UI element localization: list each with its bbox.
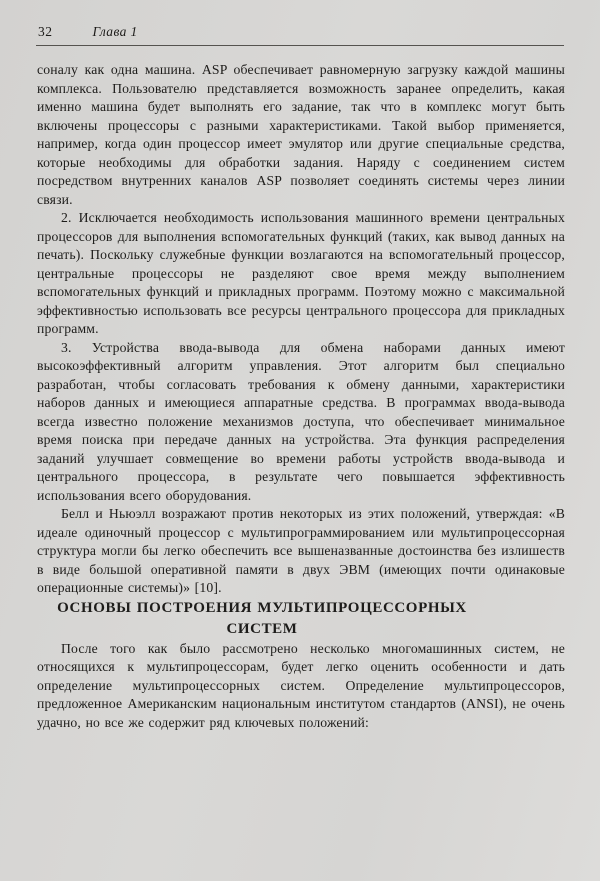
chapter-running-title: Глава 1 <box>92 24 138 39</box>
page-number: 32 <box>38 24 53 39</box>
running-header <box>0 0 600 40</box>
paragraph: 2. Исключается необходимость использования машинного времени центральных процессоров для выполнения вспомогательных функций (таких, как вывод данных на печать). Поскольку служебные функции возлагаются на вспомогательный процессор, центральные процессоры не разделяют свое время между выполнением вспомогательных функций и прикладных программ. Поэтому можно с максимальной эффективностью использовать все ресурсы центрального процессора для прикладных программ. <box>37 210 565 336</box>
paragraph: соналу как одна машина. ASP обеспечивает равномерную загрузку каждой машины комплекса. Пользователю представляется возможность заранее определить, какая именно машина будет выполнять его задание, так что в комплекс могут быть включены процессоры с разными характеристиками. Такой выбор применяется, например, когда один процессор имеет эмулятор или другие специальные средства, которые необходимы для обработки задания. Наряду с соединением систем посредством внутренних каналов ASP позволяет соединять системы через линии связи. <box>37 62 565 207</box>
page-text-block <box>0 46 600 732</box>
paragraph: После того как было рассмотрено несколько многомашинных систем, не относящихся к мультипроцессорам, будет легко оценить особенности и дать определение мультипроцессорных систем. Определение мультипроцессоров, предложенное Американским национальным институтом стандартов (ANSI), не очень удачно, но все же содержит ряд ключевых положений: <box>37 640 565 730</box>
paragraph: Белл и Ньюэлл возражают против некоторых из этих положений, утверждая: «В идеале одиночный процессор с мультипрограммированием или мультипроцессорная структура могли бы легко обеспечить все вышеназванные достоинства без излишеств в виде большой оперативной памяти в двух ЭВМ (имеющих почти одинаковые операционные системы)» [10]. <box>37 506 565 595</box>
section-heading: ОСНОВЫ ПОСТРОЕНИЯ МУЛЬТИПРОЦЕССОРНЫХ СИСТЕМ <box>57 599 467 637</box>
paragraph: 3. Устройства ввода-вывода для обмена наборами данных имеют высокоэффективный алгоритм управления. Этот алгоритм был специально разработан, чтобы согласовать требования к обмену данными, характеристики наборов данных и имеющиеся аппаратные средства. В программах ввода-вывода всегда известно положение механизмов доступа, что обеспечивает минимальное время поиска при передаче данных на устройства. Эта функция распределения заданий улучшает совмещение во времени работы устройств ввода-вывода и центрального процессора, в результате чего повышается эффективность использования всего оборудования. <box>37 339 565 503</box>
